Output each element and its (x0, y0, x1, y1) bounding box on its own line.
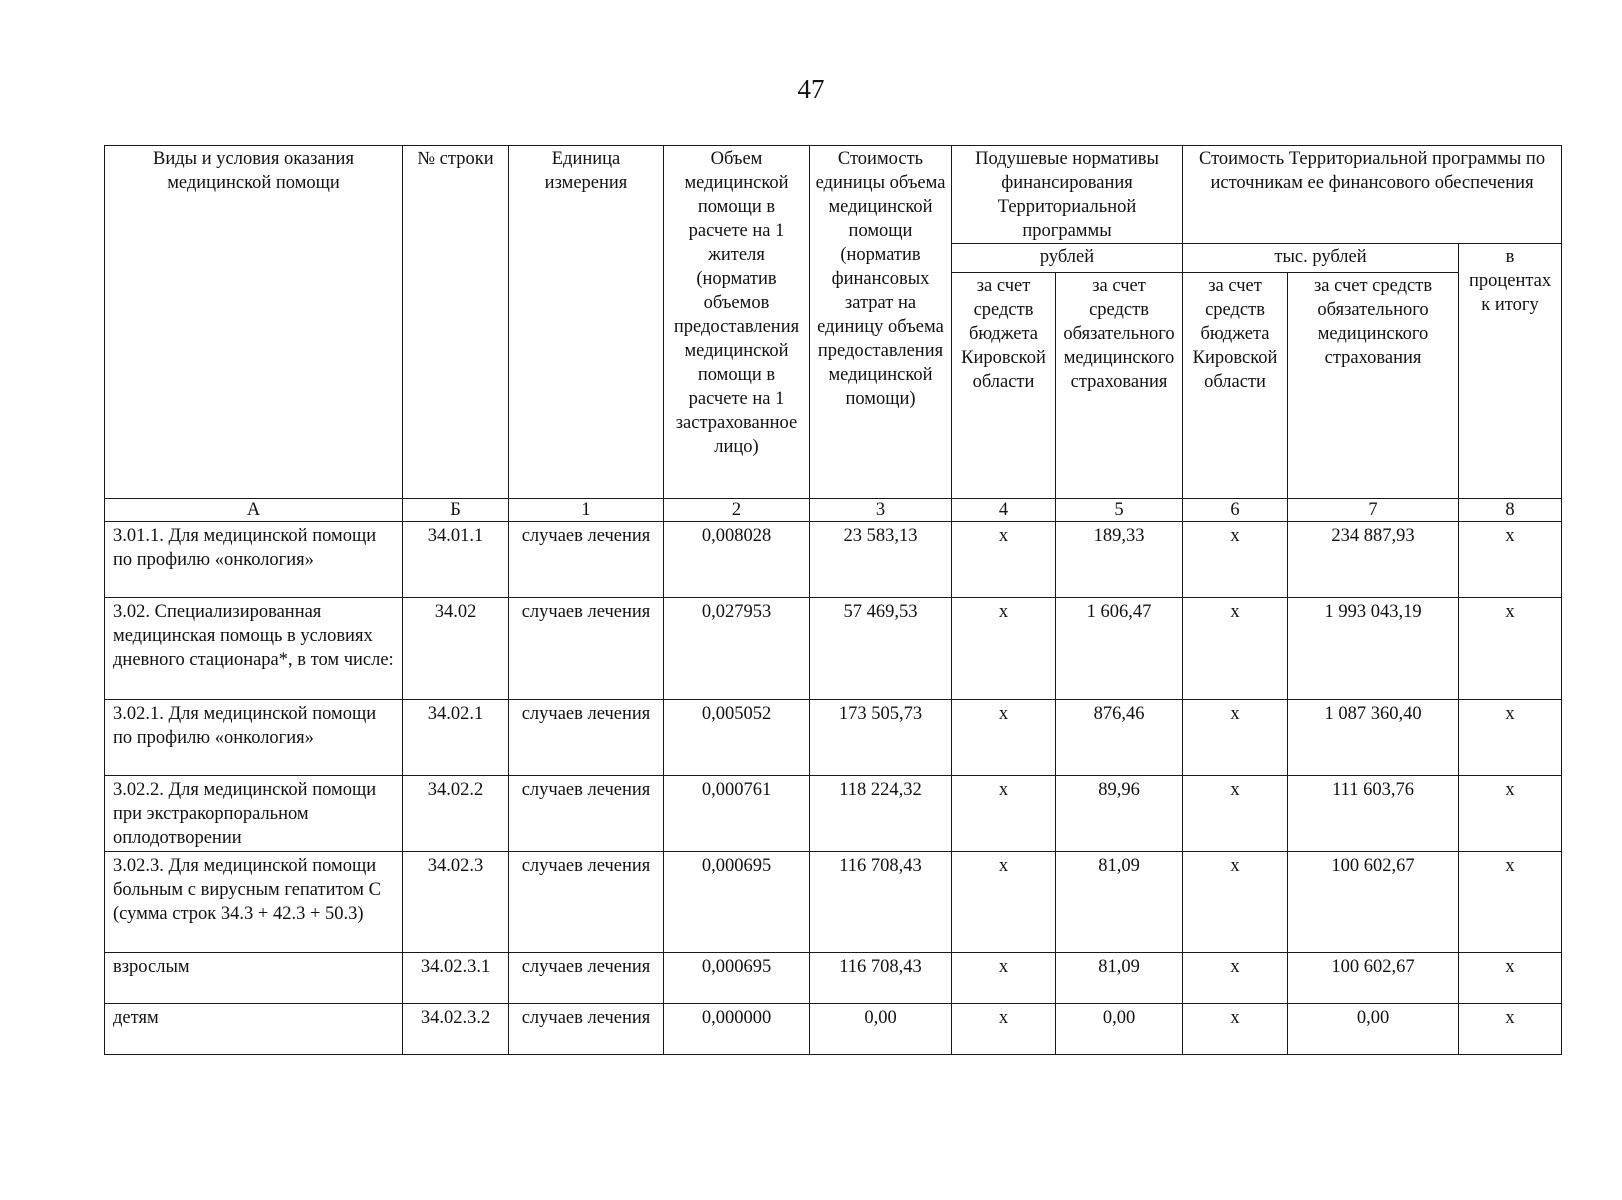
volume-cell: 0,000761 (664, 776, 810, 852)
row-number-cell: 34.02.2 (403, 776, 509, 852)
page-number: 47 (797, 74, 825, 104)
unit-cell: случаев лечения (509, 598, 664, 700)
norm-oms-cell: 89,96 (1056, 776, 1183, 852)
header-program-cost: Стоимость Территориальной программы по источникам ее финансового обеспечения (1183, 146, 1562, 244)
percent-cell: х (1459, 700, 1562, 776)
index-cell: 7 (1288, 499, 1459, 522)
norm-budget-cell: х (952, 953, 1056, 1004)
row-number-cell: 34.02.1 (403, 700, 509, 776)
row-number-cell: 34.02.3.1 (403, 953, 509, 1004)
index-cell: 3 (810, 499, 952, 522)
care-type-cell: детям (105, 1004, 403, 1055)
norm-budget-cell: х (952, 522, 1056, 598)
row-number-cell: 34.01.1 (403, 522, 509, 598)
norm-oms-cell: 81,09 (1056, 852, 1183, 953)
volume-cell: 0,000695 (664, 953, 810, 1004)
header-unit: Единица измерения (509, 146, 664, 499)
header-per-capita-norms: Подушевые нормативы финансирования Территориальной программы (952, 146, 1183, 244)
header-thousand-rubles: тыс. рублей (1183, 244, 1459, 273)
percent-cell: х (1459, 598, 1562, 700)
header-percent-of-total: в процентах к итогу (1459, 244, 1562, 499)
unit-cost-cell: 23 583,13 (810, 522, 952, 598)
cost-oms-cell: 100 602,67 (1288, 852, 1459, 953)
cost-oms-cell: 1 993 043,19 (1288, 598, 1459, 700)
care-type-cell: взрослым (105, 953, 403, 1004)
cost-budget-cell: х (1183, 522, 1288, 598)
cost-oms-cell: 1 087 360,40 (1288, 700, 1459, 776)
norm-budget-cell: х (952, 1004, 1056, 1055)
index-cell: 8 (1459, 499, 1562, 522)
index-cell: А (105, 499, 403, 522)
volume-cell: 0,008028 (664, 522, 810, 598)
unit-cell: случаев лечения (509, 852, 664, 953)
table-row (105, 953, 1562, 1004)
index-cell: 5 (1056, 499, 1183, 522)
row-number-cell: 34.02 (403, 598, 509, 700)
percent-cell: х (1459, 852, 1562, 953)
table-row (105, 852, 1562, 953)
cost-oms-cell: 0,00 (1288, 1004, 1459, 1055)
percent-cell: х (1459, 953, 1562, 1004)
header-cost-regional-budget: за счет средств бюджета Кировской области (1183, 273, 1288, 499)
care-type-cell: 3.02.3. Для медицинской помощи больным с вирусным гепатитом С (сумма строк 34.3 + 42.3 + 50.3) (105, 852, 403, 953)
table-row (105, 700, 1562, 776)
unit-cell: случаев лечения (509, 700, 664, 776)
percent-cell: х (1459, 1004, 1562, 1055)
unit-cost-cell: 118 224,32 (810, 776, 952, 852)
cost-budget-cell: х (1183, 598, 1288, 700)
index-cell: 4 (952, 499, 1056, 522)
norm-budget-cell: х (952, 776, 1056, 852)
norm-budget-cell: х (952, 852, 1056, 953)
unit-cost-cell: 57 469,53 (810, 598, 952, 700)
header-row-1 (105, 146, 1562, 244)
header-row-number: № строки (403, 146, 509, 499)
index-cell: 1 (509, 499, 664, 522)
cost-budget-cell: х (1183, 776, 1288, 852)
unit-cost-cell: 0,00 (810, 1004, 952, 1055)
cost-budget-cell: х (1183, 953, 1288, 1004)
header-cost-oms: за счет средств обязательного медицинского страхования (1288, 273, 1459, 499)
table-row (105, 1004, 1562, 1055)
norm-oms-cell: 876,46 (1056, 700, 1183, 776)
percent-cell: х (1459, 522, 1562, 598)
unit-cell: случаев лечения (509, 522, 664, 598)
unit-cost-cell: 173 505,73 (810, 700, 952, 776)
unit-cost-cell: 116 708,43 (810, 852, 952, 953)
table-row (105, 522, 1562, 598)
care-type-cell: 3.02.2. Для медицинской помощи при экстракорпоральном оплодотворении (105, 776, 403, 852)
table-row (105, 776, 1562, 852)
volume-cell: 0,000695 (664, 852, 810, 953)
row-number-cell: 34.02.3 (403, 852, 509, 953)
header-norm-oms: за счет средств обязательного медицинского страхования (1056, 273, 1183, 499)
index-cell: Б (403, 499, 509, 522)
index-cell: 6 (1183, 499, 1288, 522)
norm-oms-cell: 0,00 (1056, 1004, 1183, 1055)
unit-cell: случаев лечения (509, 953, 664, 1004)
care-type-cell: 3.02. Специализированная медицинская помощь в условиях дневного стационара*, в том числе: (105, 598, 403, 700)
medical-care-table (104, 145, 1562, 1055)
header-unit-cost: Стоимость единицы объема медицинской помощи (норматив финансовых затрат на единицу объема предоставления медицинской помощи) (810, 146, 952, 499)
norm-oms-cell: 81,09 (1056, 953, 1183, 1004)
cost-budget-cell: х (1183, 852, 1288, 953)
norm-oms-cell: 1 606,47 (1056, 598, 1183, 700)
cost-budget-cell: х (1183, 1004, 1288, 1055)
column-index-row (105, 499, 1562, 522)
unit-cost-cell: 116 708,43 (810, 953, 952, 1004)
header-care-type: Виды и условия оказания медицинской помощи (105, 146, 403, 499)
volume-cell: 0,005052 (664, 700, 810, 776)
cost-oms-cell: 100 602,67 (1288, 953, 1459, 1004)
volume-cell: 0,000000 (664, 1004, 810, 1055)
row-number-cell: 34.02.3.2 (403, 1004, 509, 1055)
unit-cell: случаев лечения (509, 1004, 664, 1055)
cost-oms-cell: 111 603,76 (1288, 776, 1459, 852)
header-norm-regional-budget: за счет средств бюджета Кировской области (952, 273, 1056, 499)
norm-budget-cell: х (952, 598, 1056, 700)
norm-oms-cell: 189,33 (1056, 522, 1183, 598)
cost-budget-cell: х (1183, 700, 1288, 776)
header-rubles: рублей (952, 244, 1183, 273)
index-cell: 2 (664, 499, 810, 522)
percent-cell: х (1459, 776, 1562, 852)
norm-budget-cell: х (952, 700, 1056, 776)
cost-oms-cell: 234 887,93 (1288, 522, 1459, 598)
table-row (105, 598, 1562, 700)
unit-cell: случаев лечения (509, 776, 664, 852)
header-volume: Объем медицинской помощи в расчете на 1 жителя (норматив объемов предоставления медицинской помощи в расчете на 1 застрахованное лицо) (664, 146, 810, 499)
care-type-cell: 3.02.1. Для медицинской помощи по профилю «онкология» (105, 700, 403, 776)
care-type-cell: 3.01.1. Для медицинской помощи по профилю «онкология» (105, 522, 403, 598)
volume-cell: 0,027953 (664, 598, 810, 700)
